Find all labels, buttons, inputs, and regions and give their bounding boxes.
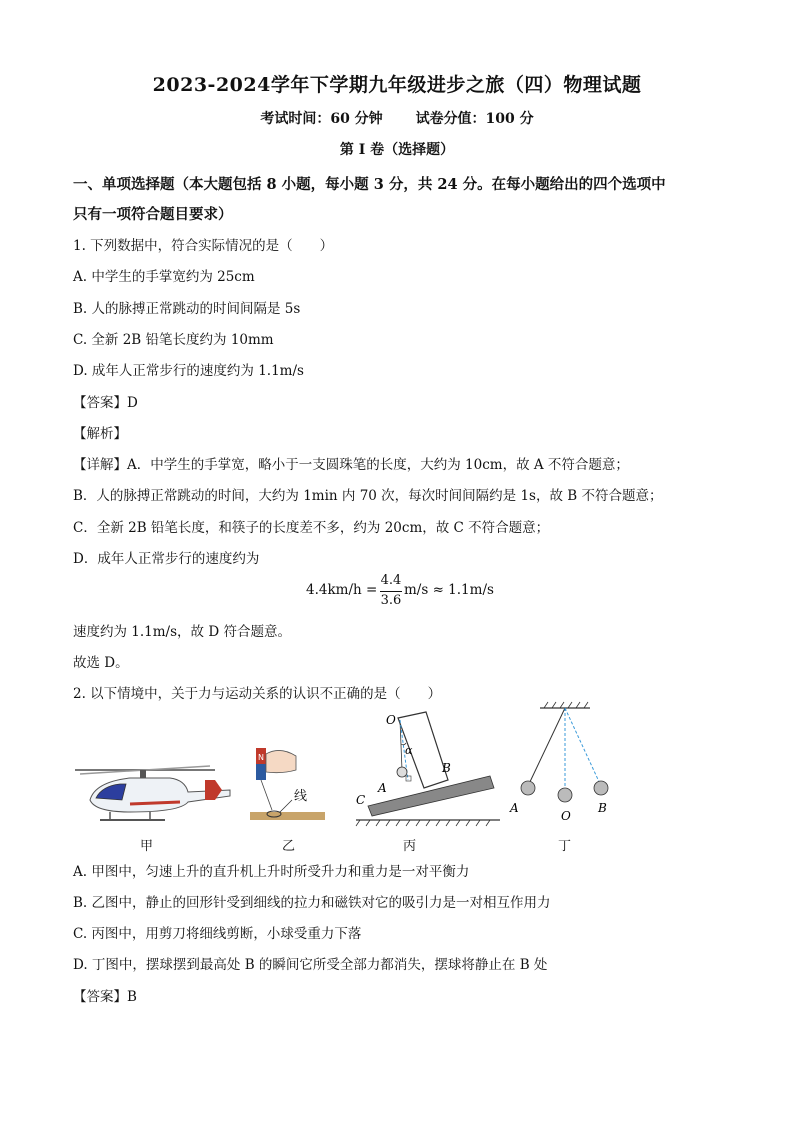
fraction-bar <box>380 591 402 592</box>
exam-info <box>0 108 794 128</box>
q1-answer <box>73 391 138 411</box>
section-heading-line1: 一、单项选择题（本大题包括 8 小题，每小题 3 分，共 24 分。在每小题给出的四个选项中 <box>73 176 666 193</box>
q2-answer-tag: 【答案】 <box>73 989 127 1005</box>
q1-detail-d: D．成年人正常步行的速度约为 <box>73 551 260 567</box>
magnet-n-label: N <box>258 753 264 762</box>
q1-option-b: B. 人的脉搏正常跳动的时间间隔是 5s <box>73 301 301 317</box>
fraction-numerator: 4.4 <box>380 573 402 588</box>
q1-stem: 1. 下列数据中，符合实际情况的是（ ） <box>73 238 334 254</box>
incline-alpha-label: α <box>405 744 413 757</box>
q2-answer <box>73 985 137 1005</box>
pendulum-figure <box>506 700 616 835</box>
label-yi: 乙 <box>282 839 296 854</box>
q1-option-d: D. 成年人正常步行的速度约为 1.1m/s <box>73 363 304 379</box>
detail-tag: 【详解】 <box>73 457 127 473</box>
pendulum-b-label: B <box>598 801 607 815</box>
label-ding: 丁 <box>558 839 572 854</box>
q1-conclusion: 速度约为 1.1m/s，故 D 符合题意。 <box>73 624 291 640</box>
incline-figure <box>350 710 510 830</box>
q1-option-c: C. 全新 2B 铅笔长度约为 10mm <box>73 332 274 348</box>
magnet-figure <box>250 740 335 825</box>
q1-choice: 故选 D。 <box>73 655 129 671</box>
formula-lhs: 4.4km/h = <box>306 582 378 598</box>
q2-option-b: B. 乙图中，静止的回形针受到细线的拉力和磁铁对它的吸引力是一对相互作用力 <box>73 895 551 911</box>
section-heading <box>73 170 723 230</box>
pendulum-o-label: O <box>561 809 571 823</box>
section-heading-line2: 只有一项符合题目要求） <box>73 206 233 223</box>
q1-analysis-tag: 【解析】 <box>73 426 127 442</box>
q2-option-d: D. 丁图中，摆球摆到最高处 B 的瞬间它所受全部力都消失，摆球将静止在 B 处 <box>73 957 548 973</box>
incline-a-label: A <box>378 781 387 795</box>
q1-option-a: A. 中学生的手掌宽约为 25cm <box>73 269 255 285</box>
q2-answer-value: B <box>127 989 137 1005</box>
label-jia: 甲 <box>140 839 154 854</box>
formula-rhs: m/s ≈ 1.1m/s <box>404 582 494 598</box>
answer-value: D <box>127 395 138 411</box>
label-xian: 线 <box>294 789 308 804</box>
exam-score: 试卷分值：100 分 <box>415 111 534 127</box>
q2-figures <box>70 700 630 860</box>
q2-option-a: A. 甲图中，匀速上升的直升机上升时所受升力和重力是一对平衡力 <box>73 864 470 880</box>
incline-c-label: C <box>356 793 366 807</box>
q2-stem: 2. 以下情境中，关于力与运动关系的认识不正确的是（ ） <box>73 686 442 702</box>
exam-time: 考试时间：60 分钟 <box>260 111 383 127</box>
q1-detail-b: B．人的脉搏正常跳动的时间，大约为 1min 内 70 次，每次时间间隔约是 1s，故 B 不符合题意； <box>73 488 663 504</box>
incline-o-label: O <box>386 713 396 727</box>
label-bing: 丙 <box>403 839 417 854</box>
q1-detail-a <box>73 453 629 473</box>
part-heading: 第 I 卷（选择题） <box>339 142 455 158</box>
detail-a-text: A．中学生的手掌宽，略小于一支圆珠笔的长度，大约为 10cm，故 A 不符合题意； <box>127 457 629 473</box>
helicopter-figure <box>70 760 235 830</box>
pendulum-a-label: A <box>510 801 519 815</box>
q2-option-c: C. 丙图中，用剪刀将细线剪断，小球受重力下落 <box>73 926 362 942</box>
answer-tag: 【答案】 <box>73 395 127 411</box>
exam-title: 2023-2024学年下学期九年级进步之旅（四）物理试题 <box>152 74 642 96</box>
fraction-denominator: 3.6 <box>380 593 402 608</box>
incline-b-label: B <box>442 761 451 775</box>
q1-detail-c: C．全新 2B 铅笔长度，和筷子的长度差不多，约为 20cm，故 C 不符合题意； <box>73 520 550 536</box>
